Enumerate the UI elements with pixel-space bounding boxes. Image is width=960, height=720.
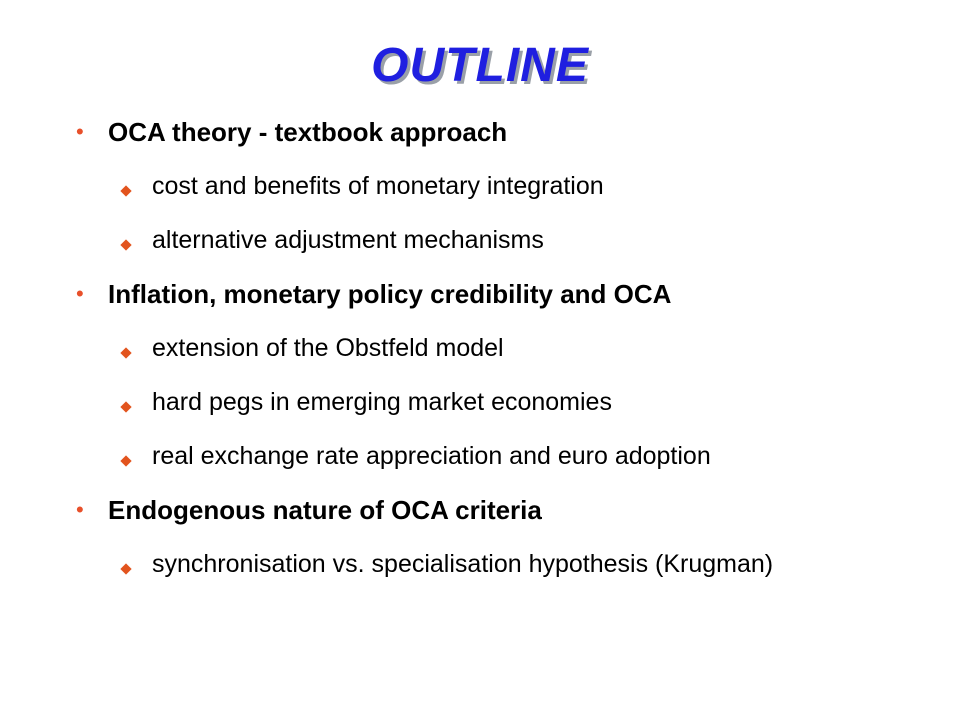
list-item-text: cost and benefits of monetary integration [152,172,604,200]
slide-title: OUTLINE [371,39,589,92]
section-items [74,332,934,472]
diamond-bullet-icon [120,455,131,466]
list-item [74,170,934,202]
outline-section [74,494,934,580]
diamond-bullet-icon [120,239,131,250]
list-item [74,440,934,472]
list-item-text: hard pegs in emerging market economies [152,388,612,416]
section-heading [74,278,934,310]
section-heading [74,494,934,526]
list-item-text: alternative adjustment mechanisms [152,226,544,254]
list-item [74,224,934,256]
outline-list [74,116,934,602]
section-heading-text: Inflation, monetary policy credibility and OCA [108,279,672,309]
dot-bullet-icon: • [76,119,84,144]
dot-bullet-icon: • [76,497,84,522]
list-item-text: synchronisation vs. specialisation hypothesis (Krugman) [152,550,774,578]
dot-bullet-icon: • [76,281,84,306]
diamond-bullet-icon [120,563,131,574]
list-item [74,332,934,364]
list-item [74,386,934,418]
list-item-text: real exchange rate appreciation and euro adoption [152,442,711,470]
section-items [74,170,934,256]
outline-section [74,278,934,472]
section-items [74,548,934,580]
list-item-text: extension of the Obstfeld model [152,334,504,362]
outline-section [74,116,934,256]
diamond-bullet-icon [120,401,131,412]
section-heading [74,116,934,148]
list-item [74,548,934,580]
diamond-bullet-icon [120,347,131,358]
section-heading-text: Endogenous nature of OCA criteria [108,495,542,525]
diamond-bullet-icon [120,185,131,196]
section-heading-text: OCA theory - textbook approach [108,117,508,147]
